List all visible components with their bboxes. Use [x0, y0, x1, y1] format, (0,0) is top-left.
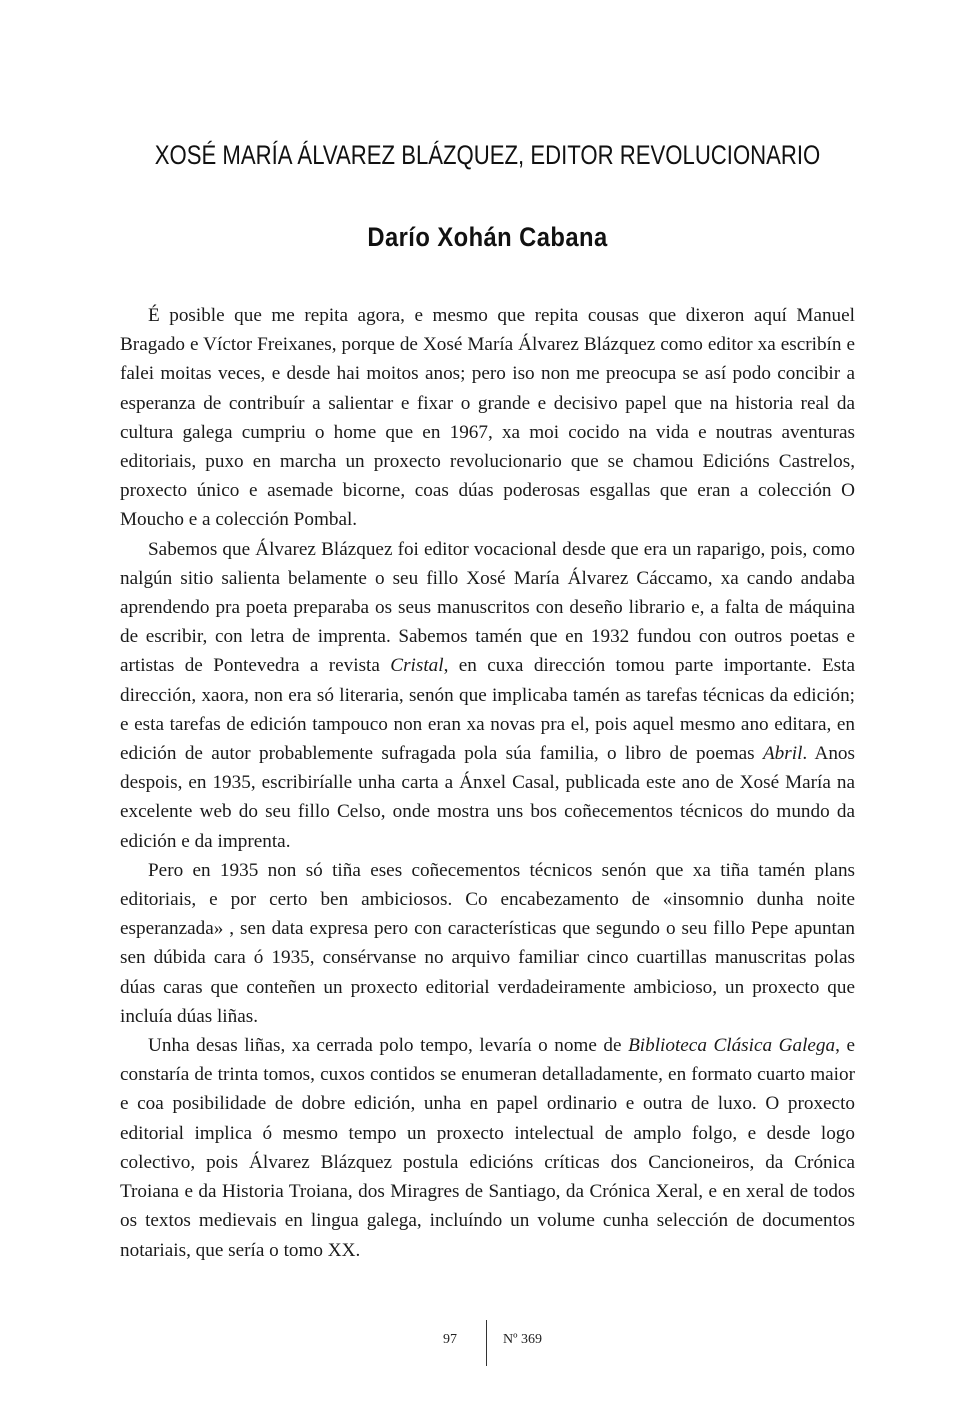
article-title: XOSÉ MARÍA ÁLVAREZ BLÁZQUEZ, EDITOR REVOLUCIONARIO: [154, 140, 821, 170]
issue-number: Nº 369: [503, 1332, 542, 1347]
footer-divider: [486, 1320, 487, 1366]
article-body: [120, 301, 855, 1265]
paragraph: [120, 856, 855, 1031]
page-number: 97: [443, 1332, 457, 1347]
paragraph: [120, 301, 855, 535]
italic-title: Abril: [762, 743, 803, 765]
text-segment: . Anos despois, en 1935, escribiríalle unha carta a Ánxel Casal, publicada este ano de Xosé María na excelente web do seu fillo Celso, onde mostra uns bos coñecementos técnicos do mundo da edición e da imprenta.: [120, 743, 855, 852]
paragraph: [120, 1031, 855, 1265]
text-segment: Pero en 1935 non só tiña eses coñecementos técnicos senón que xa tiña tamén plans editoriais, e por certo ben ambiciosos. Co encabezamento de «insomnio dunha noite esperanzada» , sen data expresa pero con características que segundo o seu fillo Pepe apuntan sen dúbida cara ó 1935, consérvanse no arquivo familiar cinco cuartillas manuscritas polas dúas caras que conteñen un proxecto editorial verdadeiramente ambicioso, un proxecto que incluía dúas liñas.: [120, 859, 855, 1027]
text-segment: Unha desas liñas, xa cerrada polo tempo, levaría o nome de: [148, 1035, 629, 1057]
paragraph: [120, 535, 855, 856]
text-segment: É posible que me repita agora, e mesmo que repita cousas que dixeron aquí Manuel Bragado e Víctor Freixanes, porque de Xosé María Álvarez Blázquez como editor xa escribín e falei moitas veces, e desde hai moitos anos; pero iso non me preocupa se así podo concibir a esperanza de contribuír a salientar e fixar o grande e decisivo papel que na historia real da cultura galega cumpriu o home que en 1967, xa moi cocido na vida e noutras aventuras editoriais, puxo en marcha un proxecto revolucionario que se chamou Edicións Castrelos, proxecto único e asemade bicorne, coas dúas poderosas esgallas que eran a colección O Moucho e a colección Pombal.: [120, 305, 855, 531]
italic-title: Biblioteca Clásica Galega: [628, 1035, 836, 1057]
text-segment: Sabemos que Álvarez Blázquez foi editor vocacional desde que era un raparigo, pois, como nalgún sitio salienta belamente o seu fillo Xosé María Álvarez Cáccamo, xa cando andaba aprendendo pra poeta preparaba os seus manuscritos con deseño librario e, a falta de máquina de escribir, con letra de imprenta. Sabemos tamén que en 1932 fundou con outros poetas e artistas de Pontevedra a revista: [120, 538, 855, 677]
italic-title: Cristal: [390, 655, 444, 677]
text-segment: , en cuxa dirección tomou parte importante. Esta dirección, xaora, non era só literaria, senón que implicaba tamén as tarefas técnicas da edición; e esta tarefas de edición tampouco non eran xa novas pra el, pois aquel mesmo ano editara, en edición de autor probablemente sufragada pola súa familia, o libro de poemas: [120, 655, 855, 765]
text-segment: , e constaría de trinta tomos, cuxos contidos se enumeran detalladamente, en formato cuarto maior e coa posibilidade de dobre edición, unha en papel ordinario e outra de luxo. O proxecto editorial implica ó mesmo tempo un proxecto intelectual de amplo folgo, e desde logo colectivo, pois Álvarez Blázquez postula edicións críticas dos Cancioneiros, da Crónica Troiana e da Historia Troiana, dos Miragres de Santiago, da Crónica Xeral, e en xeral de todos os textos medievais en lingua galega, incluíndo un volume cunha selección de documentos notariais, que sería o tomo XX.: [120, 1035, 855, 1261]
page-footer: [0, 1320, 975, 1370]
article-author: Darío Xohán Cabana: [367, 222, 608, 252]
